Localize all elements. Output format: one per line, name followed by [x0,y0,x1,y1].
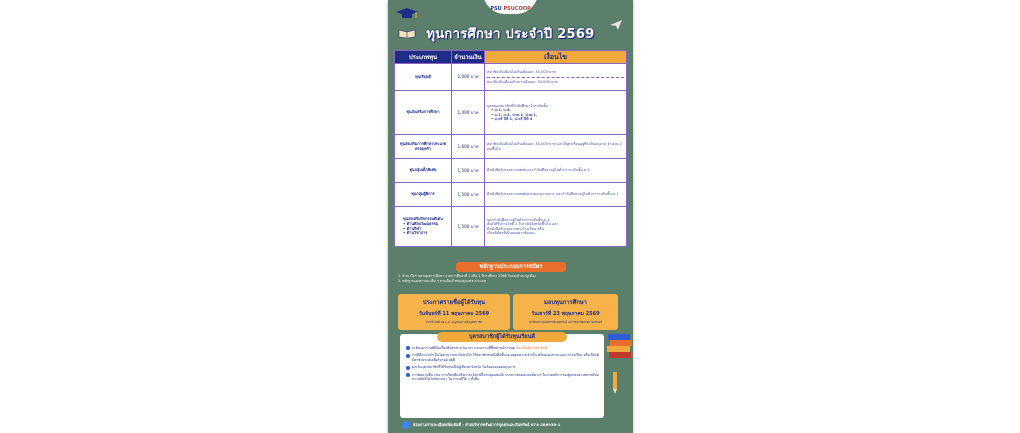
row-conditions: มีหนังสือรับรองจากแพทย์/หน่วยงานราชการ และกำลังศึกษาอยู่ไม่ต่ำกว่าระดับชั้น ป.1 [485,183,627,207]
condition-line: บุตรของสมาชิกที่กำลังศึกษาในระดับชั้น [487,103,549,108]
row-conditions: มีหนังสือรับรองจากแพทย์ และกำลังศึกษาอยู่ไม่ต่ำกว่าระดับชั้น ป.1 [485,159,627,183]
list-item: 1. สำเนาใบรายงานผลการศึกษา ภาคการศึกษาที่ 1 หรือ 2 ปีการศึกษา 2568 รับรองสำเนาถูกต้อง [398,274,536,278]
row-type: ทุนส่งเสริมการศึกษา [395,91,452,135]
award-box [513,294,618,330]
condition-line: ต้องได้รับรางวัลที่ 1 ในระดับจังหวัดขึ้นไป และ [487,222,559,227]
rule-text: ยกเว้นบุตรสมาชิกที่ได้รับทุนเป็นผู้เยียวยาจังหวัด ไม่ต้องมอบมอบทุนการ [412,365,516,370]
bullet-icon [406,366,410,370]
header-conditions: เงื่อนไข [485,51,627,64]
list-item [406,346,600,350]
documents-section [394,262,627,296]
logo-brand: PSU [490,6,502,12]
scholarship-rules-box [400,334,604,418]
condition-line: • ม.1, ม.4, ปวช.1, ปวส.1, [491,112,538,117]
list-item [406,353,600,362]
table-row [395,183,627,207]
bullet-icon [406,346,410,350]
row-subtype: • ด้านวิชาการ [403,230,428,236]
award-heading: มอบทุนการศึกษา [544,300,587,306]
row-subtype: • ด้านกีฬา [403,225,421,231]
condition-line: • ป.ตรี ปีที่ 1, ป.ตรี ปีที่ 4 [491,116,533,121]
table-row [395,159,627,183]
condition-line: สมาชิกเงินเดือนไม่เกินเดือนละ 30,000 บาท [487,70,624,77]
footer [402,420,622,429]
table-row [395,91,627,135]
row-amount: 2,000 บาท [452,64,485,91]
table-row [395,135,627,159]
rules-title: บุตรสมาชิกผู้ได้รับทุนเรียนดี [437,332,567,342]
bullet-icon [406,373,410,377]
announcement-date: วันจันทร์ที่ 11 พฤษภาคม 2569 [418,311,490,317]
rule-highlight: มิฉะนั้นถือว่าสละสิทธิ์ [516,346,548,350]
psu-coop-logo [483,0,538,14]
row-type: ทุนกลุ่มเด็กพิเศษ [395,159,452,183]
condition-line: บุตรกำลังศึกษาอยู่ไม่ต่ำกว่าระดับชั้น ป.1, [487,217,551,222]
documents-title: หลักฐานประกอบการสมัคร [456,262,566,272]
header-type: ประเภททุน [395,51,452,64]
row-conditions [485,91,627,135]
row-amount: 1,500 บาท [452,207,485,247]
list-item [406,373,600,382]
scholarship-poster [388,0,633,433]
row-amount: 1,500 บาท [452,159,485,183]
rules-list [406,346,600,385]
award-date: วันเสาร์ที่ 23 พฤษภาคม 2569 [531,311,600,317]
row-type-label: ทุนส่งเสริมกิจกรรมดีเด่น [403,216,443,222]
books-stack-icon [606,330,633,360]
row-type: ทุนกลุ่มผู้พิการ [395,183,452,207]
condition-line: มีหนังสือรับรองจากทางโรงเรียน หรือ [487,226,544,231]
condition-line: สมาชิกเงินเดือนเกินกว่าเดือนละ 30,000 บาท [487,79,558,84]
row-amount: 1,000 บาท [452,91,485,135]
condition-line: เกียรติบัตรที่เป็นผลอย่างชัดเจน [487,230,535,235]
condition-line: • ป.1, ป.4, [491,108,511,113]
logo-coop: PSUCOOP [503,6,531,12]
row-subtype: • ด้านศิลปวัฒนธรรม [403,220,439,226]
page-title: ทุนการศึกษา ประจำปี 2569 [426,26,595,42]
announcement-heading: ประกาศรายชื่อผู้ได้รับทุน [422,300,486,306]
graduation-cap-icon [396,8,418,20]
scholarship-table [394,50,627,247]
row-amount: 1,500 บาท [452,183,485,207]
row-type [395,207,452,247]
rule-text: จะต้องมาร่วมพิธีรับเกียรติบัตรตามวันเวลา และสถานที่ที่สหกรณ์กำหนด [412,346,516,350]
row-type: ทุนส่งเสริมการศึกษาประเภทครอบครัว [395,135,452,159]
header-amount: จำนวนเงิน [452,51,485,64]
pencil-icon [610,372,620,394]
announcement-box [398,294,510,330]
row-amount: 1,600 บาท [452,135,485,159]
phone-icon [402,421,410,429]
rule-text: กรณีมีความจำเป็นไม่สามารถมารับทุนได้ ให้สมาชิกส่งหนังสือชี้แจงเหตุผลความจำเป็น พร้อมเอกสารแนบจากโรงเรียน หรือเกียรติบัตรช่วยระดับเพื่อรับรองเหตุดี [412,353,599,362]
award-note: ณ ห้องประชุมสหกรณ์ออมทรัพย์ มหาวิทยาลัยสงขลานครินทร์ [528,320,603,324]
row-conditions: สมาชิกเงินเดือนไม่เกินเดือนละ 30,000 บาท และมีบุตรเรียนอยู่ที่ระดับอนุบาล จำนวน 2 คนขึ้นไป [485,135,627,159]
documents-list [398,274,623,285]
list-item [406,365,600,369]
table-row [395,207,627,247]
rule-text: การติดตามคืน เช่น การเรียกคืนหรือการแจ้งกรณีขาดคุณสมบัติ การตรวจสอบเกณฑ์ต่างๆ ในภายหลังว่ารองผู้ปกครอง สหกรณ์ขอสงวนสิทธิ์ไม่รับพิจารณา ไม่ว่ากรณีใด ๆ ทั้งสิ้น [412,372,599,382]
title-bar [400,20,621,46]
row-type: ทุนเรียนดี [395,64,452,91]
footer-contact: สอบถามรายละเอียดเพิ่มเติมที่ : ฝ่ายบริหารทรัพยากรบุคคลและสินทรัพย์ 074-286930-1 [413,421,561,427]
table-row [395,64,627,91]
announcement-note: ทางเว็บไซต์ สอ.ม.อ. เมนูสอบถามข้อมูลสมาชิก [425,320,483,324]
row-conditions [485,64,627,91]
list-item: 2. หลักฐานเอกสารแนบอื่น ๆ ตามเงื่อนไขของทุนแต่ละประเภท [398,279,487,284]
bullet-icon [406,354,410,358]
row-conditions [485,207,627,247]
